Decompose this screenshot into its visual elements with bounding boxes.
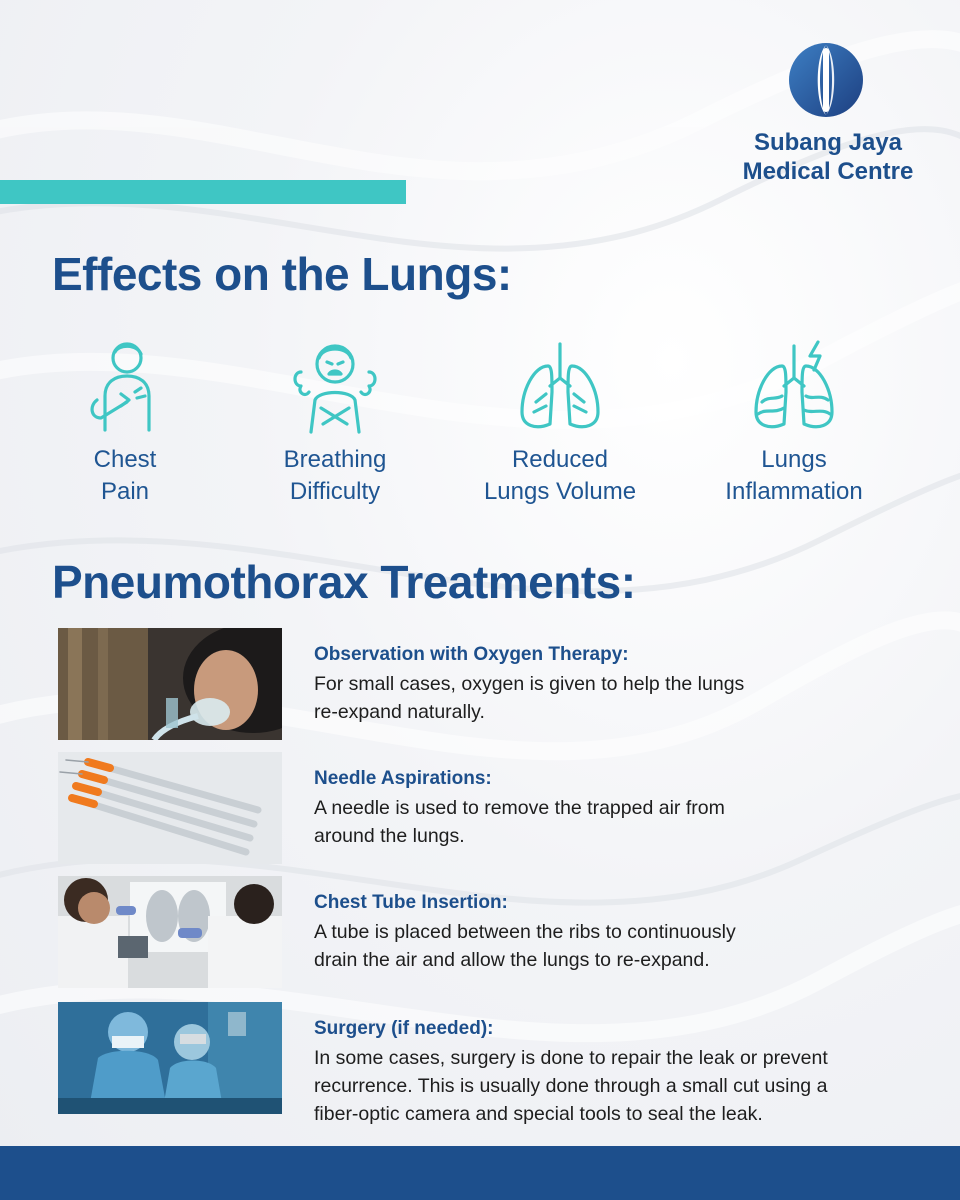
effect-label-line1: Reduced xyxy=(511,446,609,473)
treatment-description: For small cases, oxygen is given to help the lungs re-expand naturally. xyxy=(314,673,745,723)
breathing-difficulty-icon xyxy=(285,336,385,436)
treatments-heading: Pneumothorax Treatments: xyxy=(52,556,636,608)
sjmc-logo-icon xyxy=(788,42,864,118)
treatment-title: Observation with Oxygen Therapy: xyxy=(314,644,629,665)
brand-name-line1: Subang Jaya xyxy=(753,129,903,156)
brand-logo xyxy=(740,42,916,187)
effect-label-line1: Lungs xyxy=(761,446,827,473)
treatment-description: A needle is used to remove the trapped air from around the lungs. xyxy=(314,797,725,847)
effect-label-line1: Breathing xyxy=(283,446,387,473)
chest-pain-icon xyxy=(75,336,175,436)
effect-label-line2: Difficulty xyxy=(289,478,381,505)
effect-label-line2: Inflammation xyxy=(725,478,863,505)
accent-bar xyxy=(0,180,406,204)
effect-item xyxy=(712,336,876,508)
lungs-icon xyxy=(510,336,610,436)
xray-review-photo xyxy=(58,876,282,988)
effect-item xyxy=(60,336,190,508)
effects-list xyxy=(0,336,960,516)
effect-label-line2: Pain xyxy=(100,478,150,505)
treatment-item xyxy=(58,876,888,988)
lungs-inflammation-icon xyxy=(744,336,844,436)
brand-name-line2: Medical Centre xyxy=(742,158,914,185)
surgery-photo xyxy=(58,1002,282,1114)
effect-label-line2: Lungs Volume xyxy=(483,478,637,505)
treatment-title: Chest Tube Insertion: xyxy=(314,892,508,913)
treatment-title: Needle Aspirations: xyxy=(314,768,492,789)
treatment-description: In some cases, surgery is done to repair the leak or prevent recurrence. This is usually done through a small cut using a fiber-optic camera and special tools to seal the leak. xyxy=(314,1047,828,1125)
treatment-item xyxy=(58,1002,888,1125)
treatment-title: Surgery (if needed): xyxy=(314,1018,494,1039)
footer-bar xyxy=(0,1146,960,1200)
treatment-item xyxy=(58,628,888,740)
effect-label-line1: Chest xyxy=(93,446,157,473)
syringes-photo xyxy=(58,752,282,864)
effects-heading: Effects on the Lungs: xyxy=(52,248,512,300)
treatment-item xyxy=(58,752,888,864)
effect-item xyxy=(270,336,400,508)
treatment-description: A tube is placed between the ribs to continuously drain the air and allow the lungs to re-expand. xyxy=(314,921,736,971)
oxygen-mask-photo xyxy=(58,628,282,740)
effect-item xyxy=(478,336,642,508)
